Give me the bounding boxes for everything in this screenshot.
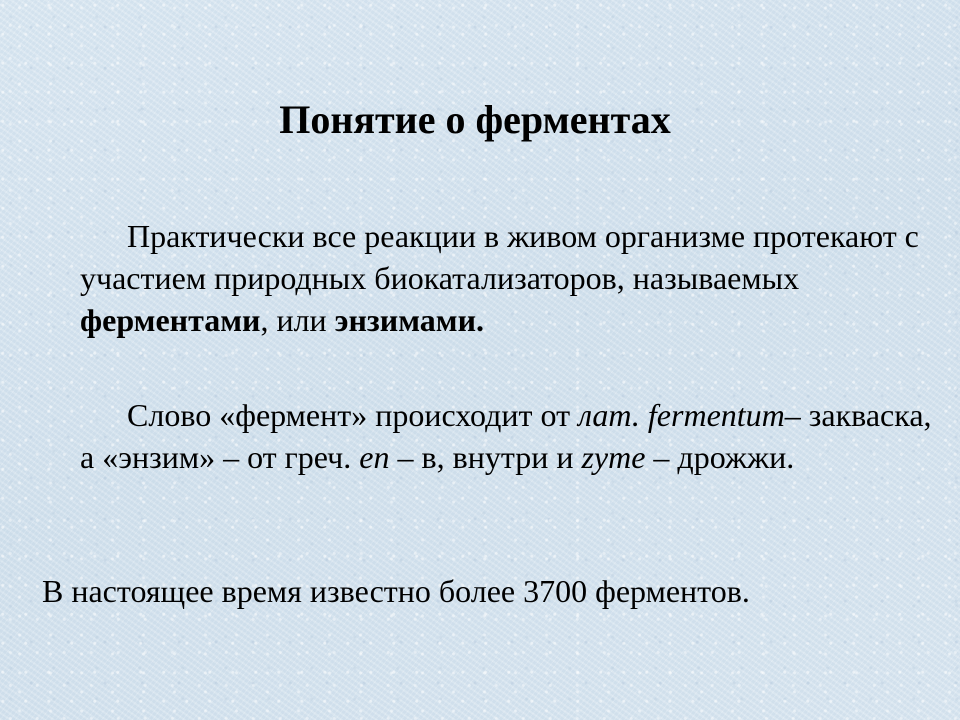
paragraph2-text-c: – в, внутри и bbox=[389, 439, 582, 475]
paragraph-enzymes-definition bbox=[80, 215, 940, 341]
paragraph2-text-b: – закваска, а «энзим» – от греч. bbox=[80, 397, 932, 475]
paragraph1-text-a: Практически все реакции в живом организме протекают с участием природных биокатализаторов, называемых bbox=[80, 218, 919, 296]
paragraph-etymology bbox=[80, 394, 940, 478]
slide-title: Понятие о ферментах bbox=[279, 97, 671, 142]
greek-term-zyme: zyme bbox=[581, 439, 646, 475]
latin-term: лат. fermentum bbox=[578, 397, 785, 433]
paragraph1-text-b: , или bbox=[260, 302, 335, 338]
term-fermenty: ферментами bbox=[80, 302, 261, 338]
term-enzimy: энзимами. bbox=[334, 302, 485, 338]
paragraph-enzyme-count: В настоящее время известно более 3700 ферментов. bbox=[42, 573, 750, 609]
paragraph2-text-d: – дрожжи. bbox=[645, 439, 795, 475]
greek-term-en: en bbox=[359, 439, 390, 475]
paragraph2-text-a: Слово «фермент» происходит от bbox=[127, 397, 579, 433]
